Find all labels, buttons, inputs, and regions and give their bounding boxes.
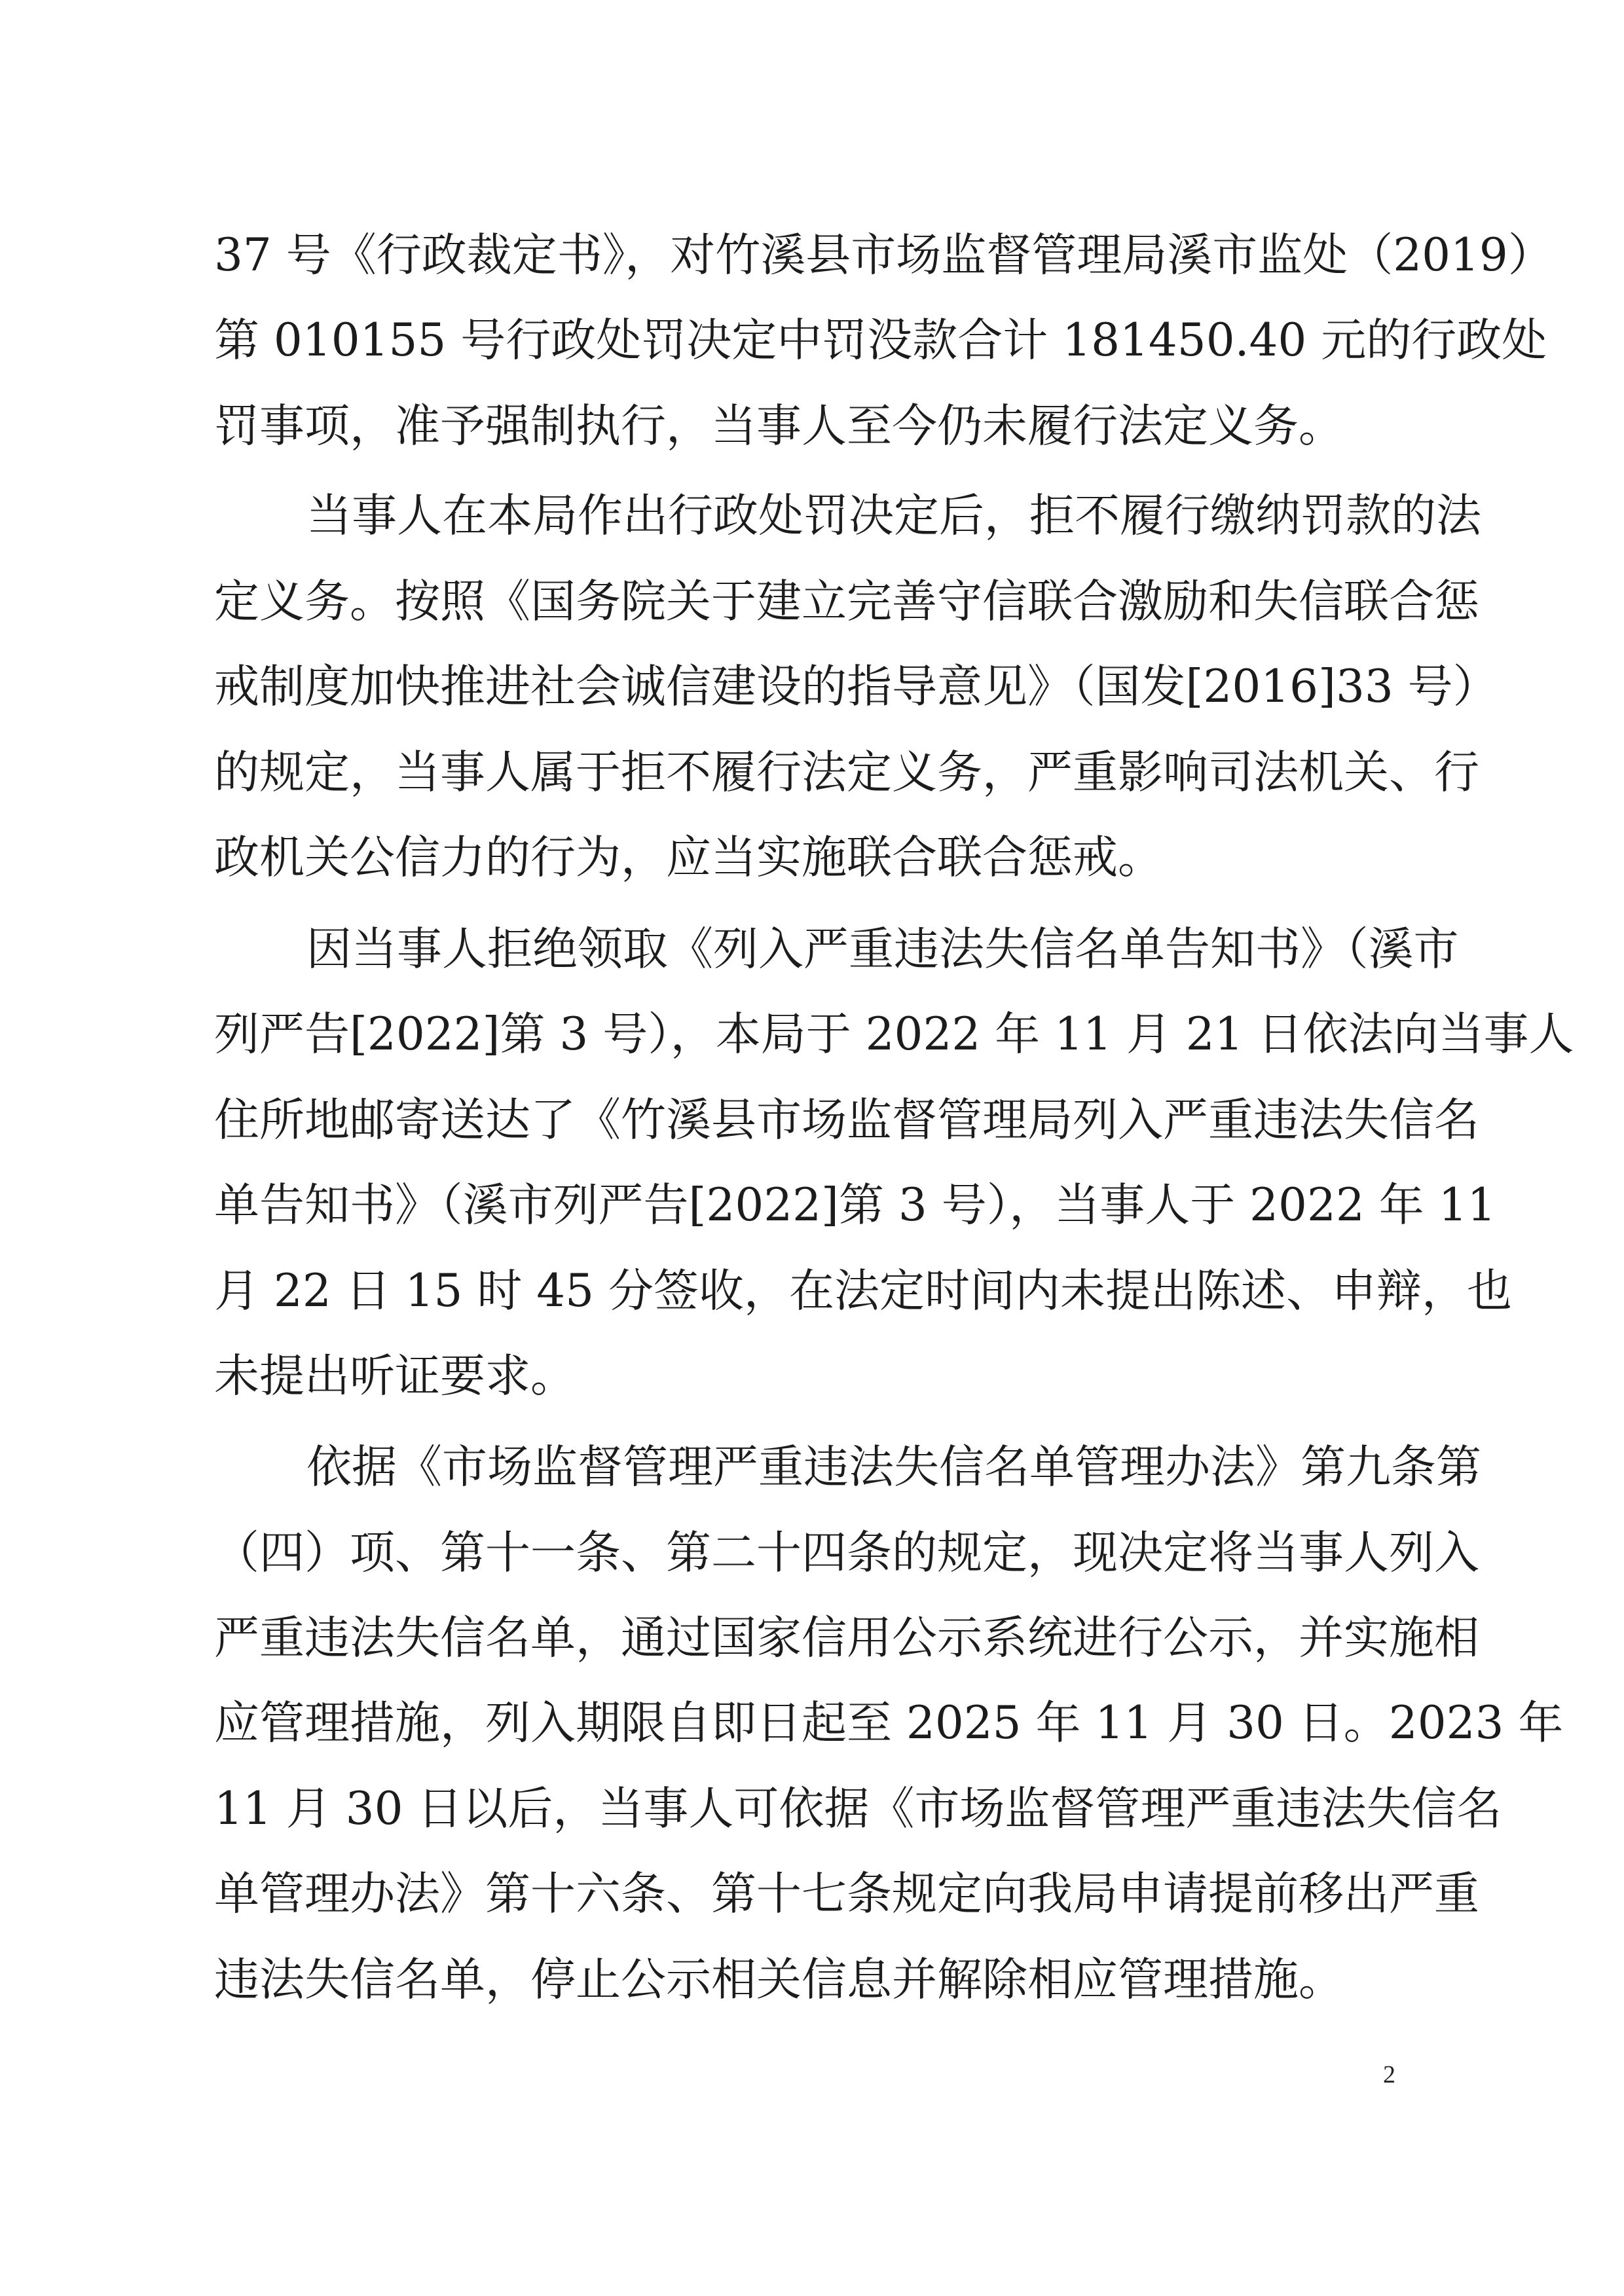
paragraph-2-line-4: 的规定，当事人属于拒不履行法定义务，严重影响司法机关、行 [214, 746, 1479, 799]
paragraph-2-line-1: 当事人在本局作出行政处罚决定后，拒不履行缴纳罚款的法 [306, 490, 1481, 542]
paragraph-2-line-3: 戒制度加快推进社会诚信建设的指导意见》（国发[2016]33 号） [214, 661, 1498, 713]
paragraph-4-line-3: 严重违法失信名单，通过国家信用公示系统进行公示，并实施相 [214, 1612, 1479, 1664]
paragraph-2-line-5: 政机关公信力的行为，应当实施联合联合惩戒。 [214, 831, 1163, 884]
paragraph-1-line-3: 罚事项，准予强制执行，当事人至今仍未履行法定义务。 [214, 400, 1344, 452]
paragraph-3-line-4: 单告知书》（溪市列严告[2022]第 3 号），当事人于 2022 年 11 [214, 1179, 1496, 1231]
paragraph-4-line-7: 违法失信名单，停止公示相关信息并解除相应管理措施。 [214, 1954, 1344, 2006]
paragraph-4-line-1: 依据《市场监督管理严重违法失信名单管理办法》第九条第 [306, 1441, 1481, 1493]
paragraph-4-line-2: （四）项、第十一条、第二十四条的规定，现决定将当事人列入 [214, 1527, 1479, 1579]
paragraph-3-line-1: 因当事人拒绝领取《列入严重违法失信名单告知书》（溪市 [306, 923, 1459, 975]
page-number: 2 [1383, 2061, 1395, 2088]
paragraph-4-line-6: 单管理办法》第十六条、第十七条规定向我局申请提前移出严重 [214, 1868, 1479, 1920]
paragraph-4-line-5: 11 月 30 日以后，当事人可依据《市场监督管理严重违法失信名 [214, 1783, 1502, 1835]
paragraph-3-line-6: 未提出听证要求。 [214, 1350, 576, 1402]
paragraph-1-line-2: 第 010155 号行政处罚决定中罚没款合计 181450.40 元的行政处 [214, 314, 1547, 367]
paragraph-2-line-2: 定义务。按照《国务院关于建立完善守信联合激励和失信联合惩 [214, 575, 1479, 628]
paragraph-3-line-3: 住所地邮寄送达了《竹溪县市场监督管理局列入严重违法失信名 [214, 1094, 1479, 1146]
paragraph-4-line-4: 应管理措施，列入期限自即日起至 2025 年 11 月 30 日。2023 年 [214, 1697, 1564, 1749]
paragraph-1-line-1: 37 号《行政裁定书》，对竹溪县市场监督管理局溪市监处（2019） [214, 229, 1553, 282]
paragraph-3-line-2: 列严告[2022]第 3 号），本局于 2022 年 11 月 21 日依法向当事人 [214, 1008, 1574, 1061]
paragraph-3-line-5: 月 22 日 15 时 45 分签收，在法定时间内未提出陈述、申辩，也 [214, 1265, 1512, 1317]
